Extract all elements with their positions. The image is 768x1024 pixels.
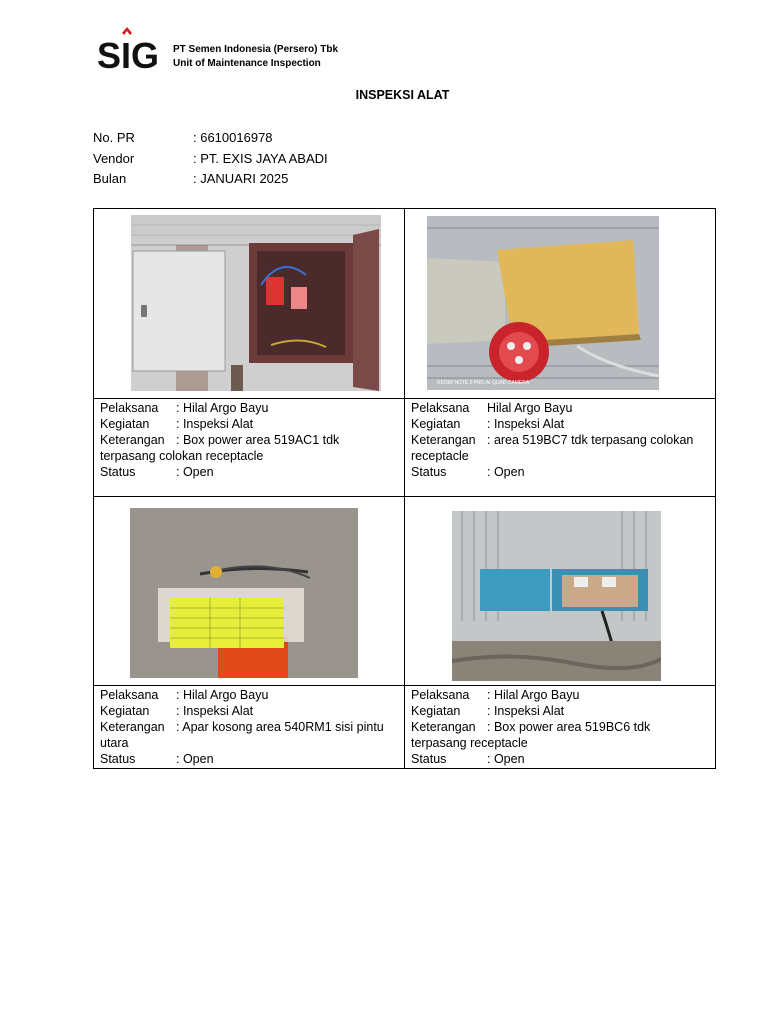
- meta-label: No. PR: [93, 130, 135, 145]
- photo-apar-540rm1: [130, 508, 358, 678]
- status-label: Status: [100, 465, 136, 479]
- keterangan-value: : Box power area 519AC1 tdk terpasang colokan receptacle: [100, 433, 340, 463]
- meta-block: [93, 128, 328, 190]
- pelaksana-label: Pelaksana: [411, 401, 470, 415]
- meta-label: Vendor: [93, 150, 135, 166]
- keterangan-value: : Box power area 519BC6 tdk terpasang receptacle: [411, 720, 651, 750]
- unit-name: Unit of Maintenance Inspection: [173, 58, 321, 69]
- status-value: : Open: [487, 752, 525, 766]
- meta-row-vendor: [93, 149, 328, 170]
- info-cell-4: [405, 686, 716, 769]
- pelaksana-label: Pelaksana: [100, 688, 159, 702]
- kegiatan-label: Kegiatan: [411, 704, 461, 718]
- kegiatan-value: : Inspeksi Alat: [487, 417, 565, 431]
- photo-cell-4: [405, 497, 716, 686]
- meta-value: : JANUARI 2025: [193, 171, 289, 186]
- pelaksana-value: Hilal Argo Bayu: [487, 401, 573, 415]
- pelaksana-label: Pelaksana: [411, 688, 470, 702]
- keterangan-value: : Apar kosong area 540RM1 sisi pintu utara: [100, 720, 384, 750]
- kegiatan-label: Kegiatan: [100, 417, 150, 431]
- info-cell-2: [405, 399, 716, 497]
- inspection-table: [93, 208, 716, 769]
- document-header: [97, 26, 397, 72]
- status-label: Status: [411, 752, 447, 766]
- kegiatan-value: : Inspeksi Alat: [487, 704, 565, 718]
- kegiatan-value: : Inspeksi Alat: [176, 417, 254, 431]
- keterangan-label: Keterangan: [100, 720, 165, 734]
- photo-row: [94, 209, 716, 399]
- pelaksana-value: : Hilal Argo Bayu: [176, 688, 269, 702]
- meta-row-bulan: [93, 169, 328, 190]
- photo-cell-1: [94, 209, 405, 399]
- pelaksana-value: : Hilal Argo Bayu: [176, 401, 269, 415]
- sig-logo: [97, 26, 165, 72]
- meta-label: Bulan: [93, 171, 127, 186]
- photo-box-519bc7: [427, 216, 659, 390]
- svg-text:REDMI NOTE 9 PRO AI QUAD CAMER: REDMI NOTE 9 PRO AI QUAD CAMERA: [437, 380, 530, 386]
- status-value: : Open: [176, 752, 214, 766]
- info-cell-1: [94, 399, 405, 497]
- info-row: [94, 399, 716, 497]
- company-name: PT Semen Indonesia (Persero) Tbk: [173, 44, 339, 55]
- keterangan-label: Keterangan: [411, 433, 476, 447]
- photo-cell-3: [94, 497, 405, 686]
- meta-value: : 6610016978: [193, 130, 273, 145]
- keterangan-value: : area 519BC7 tdk terpasang colokan receptacle: [411, 433, 694, 463]
- photo-row: [94, 497, 716, 686]
- svg-text:SIG: SIG: [97, 35, 160, 72]
- status-value: : Open: [176, 465, 214, 479]
- pelaksana-label: Pelaksana: [100, 401, 159, 415]
- photo-cell-2: [405, 209, 716, 399]
- kegiatan-label: Kegiatan: [411, 417, 461, 431]
- pelaksana-value: : Hilal Argo Bayu: [487, 688, 580, 702]
- status-label: Status: [411, 465, 447, 479]
- kegiatan-label: Kegiatan: [100, 704, 150, 718]
- keterangan-label: Keterangan: [100, 433, 165, 447]
- meta-row-no-pr: [93, 128, 328, 149]
- kegiatan-value: : Inspeksi Alat: [176, 704, 254, 718]
- status-label: Status: [100, 752, 136, 766]
- photo-power-box-519ac1: [131, 215, 381, 391]
- document-title: INSPEKSI ALAT: [355, 88, 450, 102]
- info-cell-3: [94, 686, 405, 769]
- company-block: [173, 43, 338, 71]
- keterangan-label: Keterangan: [411, 720, 476, 734]
- info-row: [94, 686, 716, 769]
- status-value: : Open: [487, 465, 525, 479]
- meta-value: : PT. EXIS JAYA ABADI: [193, 150, 328, 166]
- photo-power-box-519bc6: [452, 511, 661, 681]
